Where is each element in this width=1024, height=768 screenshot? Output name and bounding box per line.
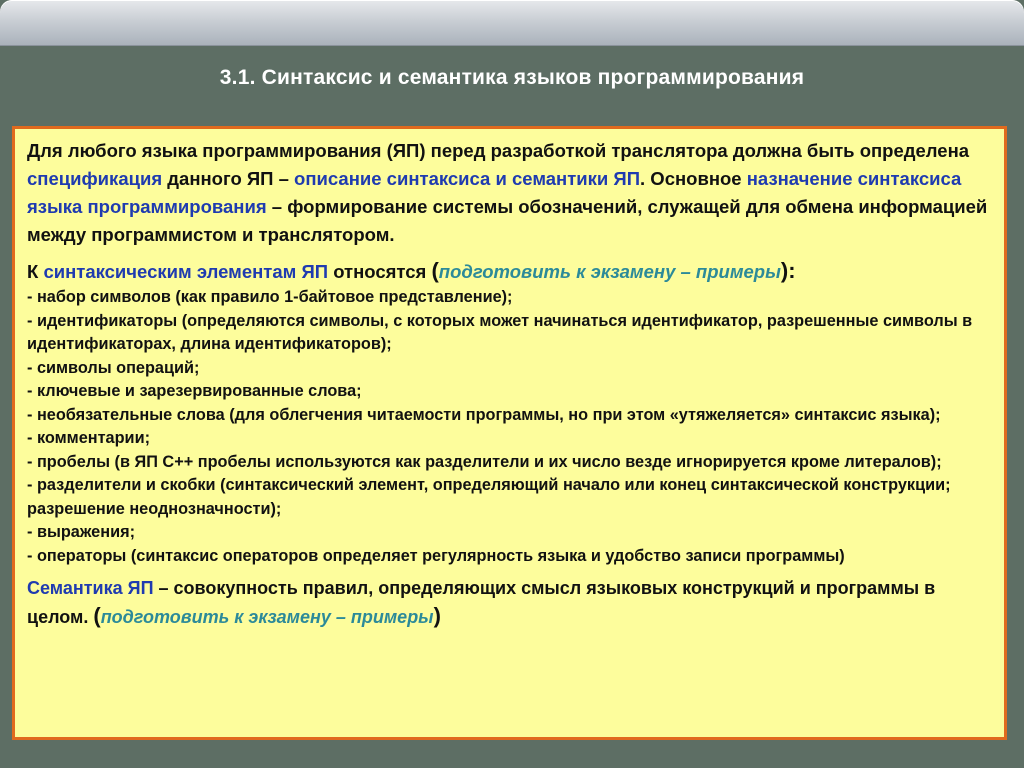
list-item: - пробелы (в ЯП С++ пробелы используются как разделители и их число везде игнорируется кроме литералов); [27, 452, 942, 471]
list-item: - операторы (синтаксис операторов определяет регулярность языка и удобство записи программы) [27, 546, 845, 565]
content-box [12, 126, 1007, 740]
list-item: - ключевые и зарезервированные слова; [27, 382, 362, 400]
intro-text-3: . Основное [640, 168, 747, 189]
syntax-exam-note: подготовить к экзамену – примеры [438, 261, 781, 282]
intro-paragraph [27, 137, 992, 249]
semantics-open-paren: ( [93, 603, 101, 628]
intro-highlight-purpose: назначение синтаксиса языка программирования [27, 168, 962, 217]
list-item: - идентификаторы (определяются символы, с которых может начинаться идентификатор, разрешенные символы в идентификаторах, длина идентификаторов); [27, 311, 973, 353]
list-item: - символы операций; [27, 358, 200, 377]
syntax-elements-heading [27, 257, 992, 286]
slide-title: 3.1. Синтаксис и семантика языков программирования [219, 66, 805, 89]
intro-text-1: Для любого языка программирования (ЯП) перед разработкой транслятора должна быть определена [27, 140, 970, 161]
intro-highlight-description: описание синтаксиса и семантики ЯП [294, 168, 641, 189]
semantics-exam-note: подготовить к экзамену – примеры [100, 607, 434, 627]
list-item: - выражения; [27, 523, 136, 541]
syntax-highlight: синтаксическим элементам ЯП [43, 261, 329, 282]
list-item: - набор символов (как правило 1-байтовое представление); [27, 288, 513, 306]
list-item: - необязательные слова (для облегчения читаемости программы, но при этом «утяжеляется» синтаксис языка); [27, 405, 941, 424]
semantics-paragraph [27, 574, 992, 631]
semantics-text: – совокупность правил, определяющих смысл языковых конструкций и программы в целом. [27, 578, 936, 627]
syntax-text-2: относятся [328, 261, 432, 282]
semantics-highlight: Семантика ЯП [27, 578, 154, 598]
intro-highlight-specification: спецификация [27, 168, 163, 189]
syntax-text-1: К [27, 261, 44, 282]
syntax-close-paren: ): [780, 258, 796, 283]
syntax-open-paren: ( [431, 258, 439, 283]
intro-text-4: – формирование системы обозначений, служащей для обмена информацией между программистом и транслятором. [27, 196, 988, 245]
syntax-elements-list [27, 286, 992, 568]
intro-text-2: данного ЯП – [162, 168, 295, 189]
semantics-close-paren: ) [433, 603, 441, 628]
list-item: - разделители и скобки (синтаксический элемент, определяющий начало или конец синтаксической конструкции; разрешение неоднозначности); [27, 476, 951, 518]
list-item: - комментарии; [27, 429, 150, 447]
slide-top-bar [0, 0, 1024, 46]
